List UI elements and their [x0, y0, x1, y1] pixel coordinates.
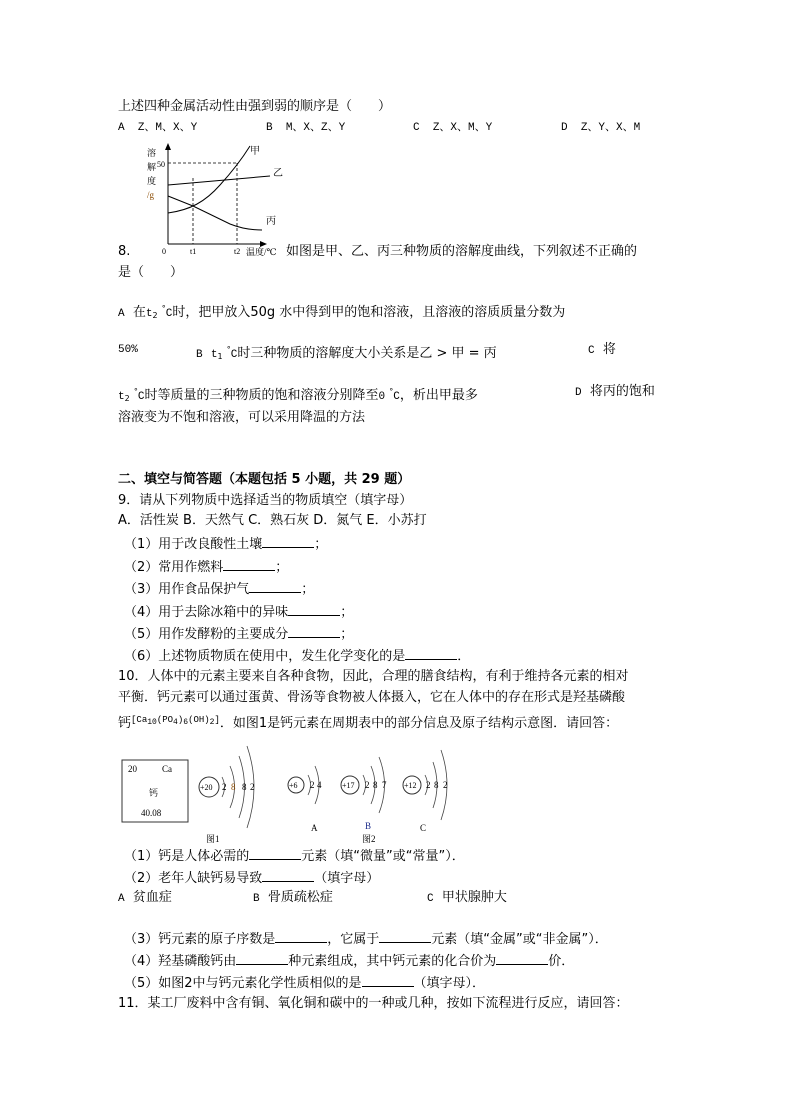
q10-option-b [253, 890, 333, 907]
answer-blank[interactable] [223, 558, 275, 571]
option-text: 甲状腺肿大 [441, 890, 507, 905]
q7-option-c [413, 120, 492, 136]
q8-option-a [118, 301, 565, 324]
y-axis-arrow [165, 143, 171, 150]
q9-stem: 9．请从下列物质中选择适当的物质填空（填字母） [118, 493, 413, 508]
answer-blank[interactable] [249, 580, 301, 593]
q8-option-d [575, 384, 655, 401]
curve-label-bing: 丙 [266, 216, 276, 227]
option-letter: C [427, 893, 434, 905]
atom-label: C [420, 823, 427, 833]
formula-sub: 10 [147, 718, 157, 727]
text: （填字母）． [413, 976, 486, 991]
shell-electrons: 2 [222, 782, 227, 792]
option-text: Z、M、X、Y [137, 122, 198, 134]
curve-jia [168, 146, 250, 213]
q7-option-d [561, 120, 640, 136]
curve-label-yi: 乙 [273, 168, 283, 179]
text: ．如图1是钙元素在周期表中的部分信息及原子结构示意图．请回答： [219, 716, 619, 731]
answer-blank[interactable] [262, 869, 314, 882]
option-text: 贫血症 [132, 890, 172, 905]
x-axis-label: 温度/℃ [246, 247, 277, 257]
formula-sub: 2 [209, 718, 215, 727]
curve-label-jia: 甲 [250, 146, 260, 157]
q10-sub-3 [124, 930, 608, 948]
option-letter: A [118, 308, 125, 320]
curve-yi [168, 176, 270, 185]
shell-electrons: 8 [242, 782, 247, 792]
item-text: （4）用于去除冰箱中的异味 [124, 605, 289, 620]
temp-symbol: t [210, 349, 218, 361]
text: （5）如图2中与钙元素化学性质相似的是 [124, 976, 362, 991]
option-letter: B [196, 349, 203, 361]
atomic-number: 20 [128, 764, 137, 774]
q8-number: 8. [118, 244, 131, 259]
q8-option-d-cont: 溶液变为不饱和溶液，可以采用降温的方法 [118, 410, 366, 425]
option-text: ，析出甲最多 [399, 388, 478, 403]
q9-item [124, 535, 327, 553]
temp-symbol: t [118, 391, 125, 403]
figure-2-caption: 图2 [362, 834, 376, 844]
shell-electrons: 8 [231, 782, 236, 792]
formula-part: [Ca [131, 715, 148, 725]
nuclear-charge: +12 [404, 781, 417, 790]
y-tick-50: 50 [157, 160, 165, 169]
q10-sub-1 [124, 847, 465, 865]
option-letter: C [588, 345, 595, 357]
atom-label: A [311, 823, 318, 833]
celsius: C [393, 391, 400, 403]
y-label-unit: /g [147, 190, 155, 200]
q10-sub-5 [124, 974, 485, 992]
x-tick-t1: t1 [190, 247, 197, 256]
q10-option-c [427, 890, 507, 907]
solubility-curve-graph [130, 140, 300, 260]
atom-label: B [365, 821, 372, 831]
q8-option-c-cont [118, 384, 478, 407]
q7-stem: 上述四种金属活动性由强到弱的顺序是（ ） [118, 99, 392, 114]
option-text: 时三种物质的溶解度大小关系是乙 > 甲 = 丙 [237, 346, 497, 361]
answer-blank[interactable] [262, 535, 314, 548]
option-letter: A [118, 122, 125, 134]
y-label-char: 度 [147, 176, 157, 186]
shell-electrons: 2 [310, 780, 315, 790]
zero: 0 [378, 391, 386, 403]
q10-option-a [118, 890, 172, 907]
q10-line-3 [118, 712, 618, 732]
q10-line-2: 平衡．钙元素可以通过蛋黄、骨汤等食物被人体摄入，它在人体中的存在形式是羟基磷酸 [118, 690, 626, 705]
text: （2）老年人缺钙易导致 [124, 871, 263, 886]
option-text: M、X、Z、Y [285, 122, 346, 134]
answer-blank[interactable] [236, 952, 288, 965]
origin-label: 0 [162, 247, 166, 256]
formula-part: ] [214, 715, 220, 725]
shell-electrons: 4 [317, 780, 322, 790]
figure-1-caption: 图1 [206, 834, 220, 844]
option-letter: B [253, 893, 260, 905]
answer-blank[interactable] [379, 930, 431, 943]
q8-option-b [196, 342, 497, 365]
temp-subscript: 2 [124, 394, 130, 403]
text: 元素（填“金属”或“非金属”）． [431, 932, 608, 947]
celsius: C [137, 391, 145, 403]
shell-electrons: 8 [434, 780, 439, 790]
atom-b-diagram [341, 757, 387, 831]
q8-option-c [588, 342, 616, 359]
text: 种元素组成，其中钙元素的化合价为 [288, 954, 497, 969]
q9-choices: A．活性炭 B．天然气 C．熟石灰 D．氮气 E．小苏打 [118, 513, 427, 528]
q7-option-b [266, 120, 345, 136]
item-text: （2）常用作燃料 [124, 560, 224, 575]
degree-sign: ° [226, 345, 231, 354]
q9-item [124, 558, 288, 576]
option-letter: C [413, 122, 420, 134]
option-text: Z、X、M、Y [432, 122, 493, 134]
answer-blank[interactable] [496, 952, 548, 965]
celsius: C [165, 308, 173, 320]
text: 在 [132, 305, 146, 320]
answer-blank[interactable] [362, 974, 414, 987]
shell-electrons: 2 [426, 780, 431, 790]
hydroxyapatite-formula [131, 715, 220, 725]
item-text: （6）上述物质物质在使用中，发生化学变化的是 [124, 649, 406, 664]
text: ，它属于 [327, 932, 380, 947]
option-text: 时，把甲放入50g 水中得到甲的饱和溶液，且溶液的溶质质量分数为 [172, 305, 566, 320]
item-text: （3）用作食品保护气 [124, 582, 250, 597]
text: （3）钙元素的原子序数是 [124, 932, 276, 947]
answer-blank[interactable] [249, 847, 301, 860]
shell-electrons: 2 [365, 780, 370, 790]
q10-sub-2 [124, 869, 379, 887]
atom-c-diagram [403, 750, 448, 833]
celsius: C [230, 349, 238, 361]
nuclear-charge: +6 [289, 781, 298, 790]
item-text: （5）用作发酵粉的主要成分 [124, 627, 289, 642]
item-end: ； [275, 560, 289, 575]
calcium-atom-diagram [199, 746, 255, 828]
item-text: （1）用于改良酸性土壤 [124, 537, 263, 552]
option-text: 时等质量的三种物质的饱和溶液分别降至 [144, 388, 379, 403]
atomic-structure-figure [110, 740, 470, 845]
item-end: ； [301, 582, 315, 597]
option-letter: D [561, 122, 568, 134]
formula-part: ) [177, 715, 184, 725]
temp-subscript: 1 [217, 352, 223, 361]
item-end: ． [457, 649, 471, 664]
atomic-mass: 40.08 [141, 808, 162, 818]
atom-a-diagram [288, 766, 322, 833]
q8-stem-2: 是（ ） [118, 265, 184, 280]
q9-item [124, 625, 353, 643]
nuclear-charge: +17 [342, 781, 355, 790]
answer-blank[interactable] [288, 603, 340, 616]
q8-stem-1: 如图是甲、乙、丙三种物质的溶解度曲线，下列叙述不正确的 [286, 244, 638, 259]
answer-blank[interactable] [405, 647, 457, 660]
shell-electrons: 8 [373, 780, 378, 790]
answer-blank[interactable] [275, 930, 327, 943]
formula-sub: 4 [173, 718, 178, 727]
y-label-char: 溶 [147, 148, 157, 158]
q9-item [124, 603, 353, 621]
formula-part: (PO [156, 715, 174, 725]
q7-option-a [118, 120, 197, 136]
temp-subscript: 2 [152, 311, 158, 320]
text: 价． [548, 954, 575, 969]
q9-item [124, 647, 470, 665]
formula-sub: 6 [183, 718, 189, 727]
q10-line-1: 10．人体中的元素主要来自各种食物，因此，合理的膳食结构，有利于维持各元素的相对 [118, 669, 629, 684]
q8-option-a-cont: 50% [118, 344, 138, 356]
curve-bing [168, 196, 262, 230]
temp-symbol: t [145, 308, 153, 320]
text: （4）羟基磷酸钙由 [124, 954, 237, 969]
option-letter: B [266, 122, 273, 134]
item-end: ； [340, 605, 354, 620]
answer-blank[interactable] [288, 625, 340, 638]
q10-sub-4 [124, 952, 574, 970]
option-text: 将 [602, 342, 616, 357]
section-heading: 二、填空与简答题（本题包括 5 小题，共 29 题） [118, 472, 411, 487]
shell-electrons: 7 [382, 780, 387, 790]
option-letter: A [118, 893, 125, 905]
text: （填字母） [314, 871, 380, 886]
option-text: 骨质疏松症 [267, 890, 333, 905]
shell-electrons: 2 [250, 782, 255, 792]
item-end: ； [340, 627, 354, 642]
degree-sign: ° [133, 387, 138, 396]
option-text: 将丙的饱和 [589, 384, 655, 399]
option-text: Z、Y、X、M [580, 122, 641, 134]
degree-sign: ° [161, 304, 166, 313]
y-label-char: 解 [147, 162, 157, 172]
element-name: 钙 [149, 788, 159, 798]
q11-stem: 11．某工厂废料中含有铜、氧化铜和碳中的一种或几种，按如下流程进行反应，请回答： [118, 996, 629, 1011]
item-end: ； [314, 537, 328, 552]
nuclear-charge: +20 [200, 783, 213, 792]
q9-item [124, 580, 314, 598]
option-letter: D [575, 387, 582, 399]
x-tick-t2: t2 [234, 247, 241, 256]
shell-electrons: 2 [443, 780, 448, 790]
element-symbol: Ca [162, 764, 172, 774]
text: 钙 [118, 716, 132, 731]
formula-part: (OH) [188, 715, 210, 725]
degree-sign: ° [389, 387, 394, 396]
text: （1）钙是人体必需的 [124, 849, 250, 864]
text: 元素（填“微量”或“常量”）． [301, 849, 465, 864]
